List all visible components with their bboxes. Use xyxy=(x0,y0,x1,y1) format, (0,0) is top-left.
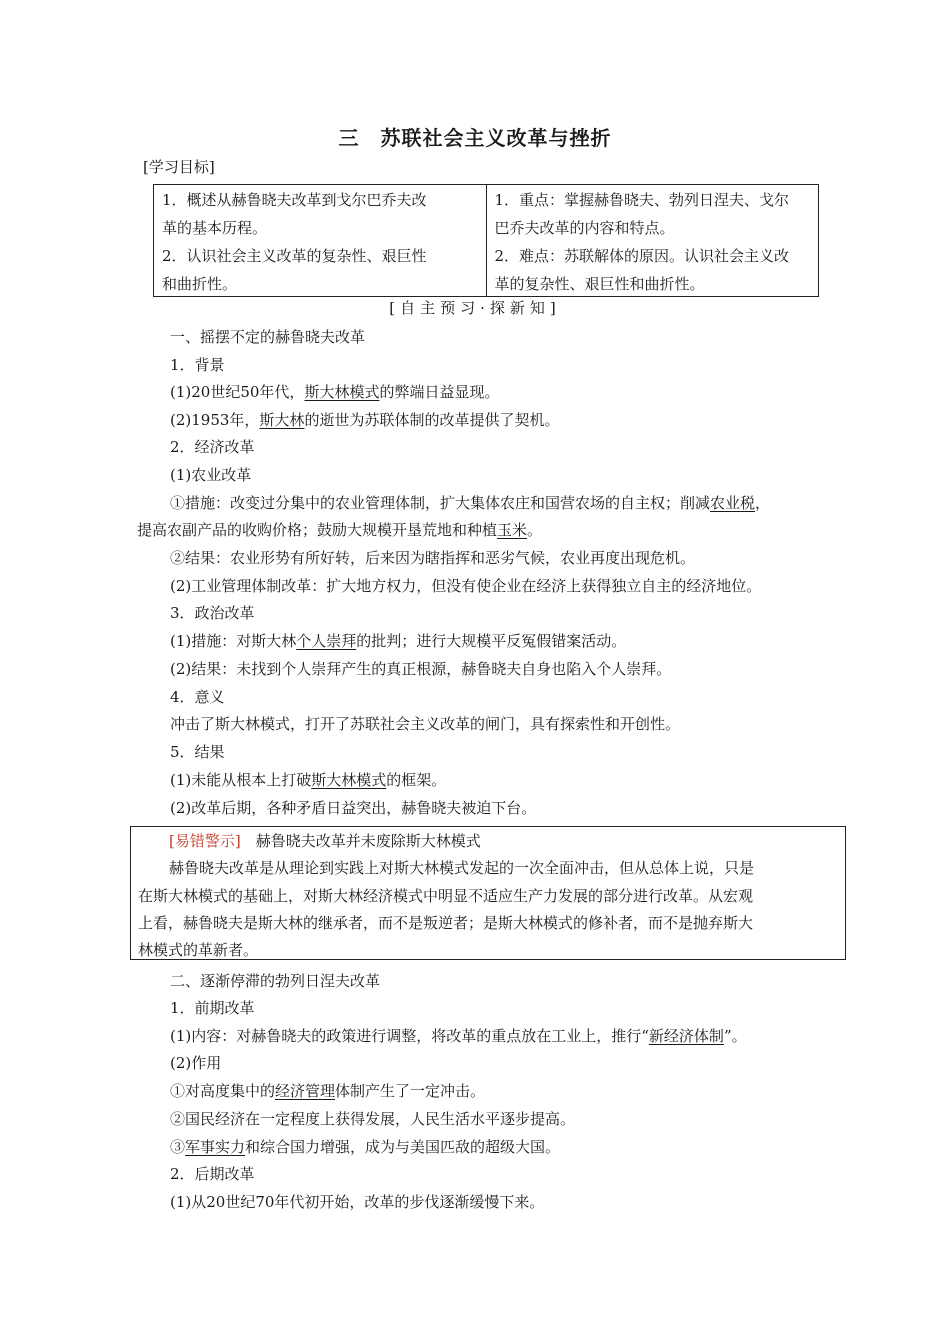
line-text: 5．结果 xyxy=(170,743,225,761)
warning-heading: 赫鲁晓夫改革并未废除斯大林模式 xyxy=(255,832,481,850)
line-text: (2)作用 xyxy=(170,1054,222,1072)
warning-body-line: 在斯大林模式的基础上，对斯大林经济模式中明显不适应生产力发展的部分进行改革。从宏观 xyxy=(138,887,754,905)
goals-left-cell xyxy=(154,185,487,296)
text-line xyxy=(170,409,559,431)
text-line xyxy=(170,1191,544,1213)
text-line xyxy=(170,1108,575,1130)
warning-body-line: 上看，赫鲁晓夫是斯大林的继承者，而不是叛逆者；是斯大林模式的修补者，而不是抛弃斯大 xyxy=(138,914,754,932)
underlined-keyword: 斯大林 xyxy=(259,411,305,429)
text-line xyxy=(170,769,446,791)
text-line xyxy=(170,741,225,763)
line-text: (2)结果：未找到个人崇拜产生的真正根源，赫鲁晓夫自身也陷入个人崇拜。 xyxy=(170,660,672,678)
underlined-keyword: 斯大林模式 xyxy=(304,383,380,401)
line-text: (2)1953年， xyxy=(170,411,260,429)
text-line xyxy=(170,575,761,597)
text-line xyxy=(170,464,251,486)
text-line xyxy=(170,354,225,376)
text-line xyxy=(170,797,536,819)
goal-line: 1．重点：掌握赫鲁晓夫、勃列日涅夫、戈尔 xyxy=(494,191,790,209)
text-line xyxy=(170,630,626,652)
goal-line: 2．难点：苏联解体的原因。认识社会主义改 xyxy=(494,247,790,265)
text-line xyxy=(170,1163,255,1185)
line-text: 2．后期改革 xyxy=(170,1165,255,1183)
line-text: (2)改革后期，各种矛盾日益突出，赫鲁晓夫被迫下台。 xyxy=(170,799,537,817)
goal-line: 革的复杂性、艰巨性和曲折性。 xyxy=(494,275,705,293)
text-line xyxy=(170,1025,747,1047)
line-text: (1)措施：对斯大林 xyxy=(170,632,297,650)
goal-line: 1．概述从赫鲁晓夫改革到戈尔巴乔夫改 xyxy=(162,191,427,209)
underlined-keyword: 经济管理 xyxy=(275,1082,336,1100)
text-line xyxy=(170,1136,560,1158)
goal-line: 2．认识社会主义改革的复杂性、艰巨性 xyxy=(162,247,427,265)
line-text: (1)从20世纪70年代初开始，改革的步伐逐渐缓慢下来。 xyxy=(170,1193,545,1211)
line-text: (2)工业管理体制改革：扩大地方权力，但没有使企业在经济上获得独立自主的经济地位。 xyxy=(170,577,762,595)
text-line xyxy=(170,658,671,680)
line-text: 二、逐渐停滞的勃列日涅夫改革 xyxy=(170,972,381,990)
underlined-keyword: 玉米 xyxy=(497,521,528,539)
line-text: 1．背景 xyxy=(170,356,225,374)
learning-goals-table xyxy=(153,184,819,297)
text-line xyxy=(170,436,255,458)
warning-body-line: 赫鲁晓夫改革是从理论到实践上对斯大林模式发起的一次全面冲击，但从总体上说，只是 xyxy=(169,859,755,877)
line-text: 和综合国力增强，成为与美国匹敌的超级大国。 xyxy=(245,1138,561,1156)
line-text: ①措施：改变过分集中的农业管理体制，扩大集体农庄和国营农场的自主权；削减 xyxy=(170,494,711,512)
line-text: (1)20世纪50年代， xyxy=(170,383,305,401)
line-text: 体制产生了一定冲击。 xyxy=(335,1082,486,1100)
text-line xyxy=(170,1080,485,1102)
text-line xyxy=(137,519,542,541)
warning-title-line xyxy=(169,830,481,852)
text-line xyxy=(170,326,365,348)
underlined-keyword: 农业税 xyxy=(710,494,756,512)
line-text: 2．经济改革 xyxy=(170,438,255,456)
section-bar: [自主预习·探新知] xyxy=(389,299,561,317)
line-text: (1)农业改革 xyxy=(170,466,252,484)
line-text: 的批判；进行大规模平反冤假错案活动。 xyxy=(356,632,627,650)
text-line xyxy=(170,997,255,1019)
goals-right-cell xyxy=(487,185,819,296)
text-line xyxy=(170,713,680,735)
underlined-keyword: 军事实力 xyxy=(185,1138,246,1156)
text-line xyxy=(170,686,225,708)
text-line xyxy=(170,970,380,992)
line-text: 。 xyxy=(527,521,543,539)
underlined-keyword: 新经济体制 xyxy=(648,1027,724,1045)
line-text: ③ xyxy=(170,1138,186,1156)
line-text: ②结果：农业形势有所好转，后来因为瞎指挥和恶劣气候，农业再度出现危机。 xyxy=(170,549,696,567)
line-text: ①对高度集中的 xyxy=(170,1082,276,1100)
text-line xyxy=(170,1052,221,1074)
underlined-keyword: 个人崇拜 xyxy=(296,632,357,650)
line-text: 冲击了斯大林模式，打开了苏联社会主义改革的闸门，具有探索性和开创性。 xyxy=(170,715,681,733)
goal-line: 革的基本历程。 xyxy=(162,219,268,237)
page-title: 三 苏联社会主义改革与挫折 xyxy=(338,126,612,150)
text-line xyxy=(170,492,770,514)
goals-tag: [学习目标] xyxy=(143,158,215,176)
goal-line: 和曲折性。 xyxy=(162,275,238,293)
line-text: 提高农副产品的收购价格；鼓励大规模开垦荒地和种植 xyxy=(137,521,498,539)
underlined-keyword: 斯大林模式 xyxy=(311,771,387,789)
line-text: 3．政治改革 xyxy=(170,604,255,622)
warning-label: [易错警示] xyxy=(169,832,241,850)
line-text: 的框架。 xyxy=(386,771,447,789)
text-line xyxy=(170,602,255,624)
line-text: (1)内容：对赫鲁晓夫的政策进行调整，将改革的重点放在工业上，推行“ xyxy=(170,1027,649,1045)
line-text: ②国民经济在一定程度上获得发展，人民生活水平逐步提高。 xyxy=(170,1110,576,1128)
line-text: (1)未能从根本上打破 xyxy=(170,771,312,789)
line-text: 的弊端日益显现。 xyxy=(379,383,500,401)
warning-box xyxy=(130,826,846,960)
line-text: 一、摇摆不定的赫鲁晓夫改革 xyxy=(170,328,366,346)
goal-line: 巴乔夫改革的内容和特点。 xyxy=(494,219,675,237)
line-text: 4．意义 xyxy=(170,688,225,706)
line-text: 的逝世为苏联体制的改革提供了契机。 xyxy=(304,411,560,429)
text-line xyxy=(170,381,499,403)
line-text: ”。 xyxy=(723,1027,747,1045)
line-text: ， xyxy=(755,494,771,512)
warning-body-line: 林模式的革新者。 xyxy=(138,941,259,959)
line-text: 1．前期改革 xyxy=(170,999,255,1017)
text-line xyxy=(170,547,695,569)
